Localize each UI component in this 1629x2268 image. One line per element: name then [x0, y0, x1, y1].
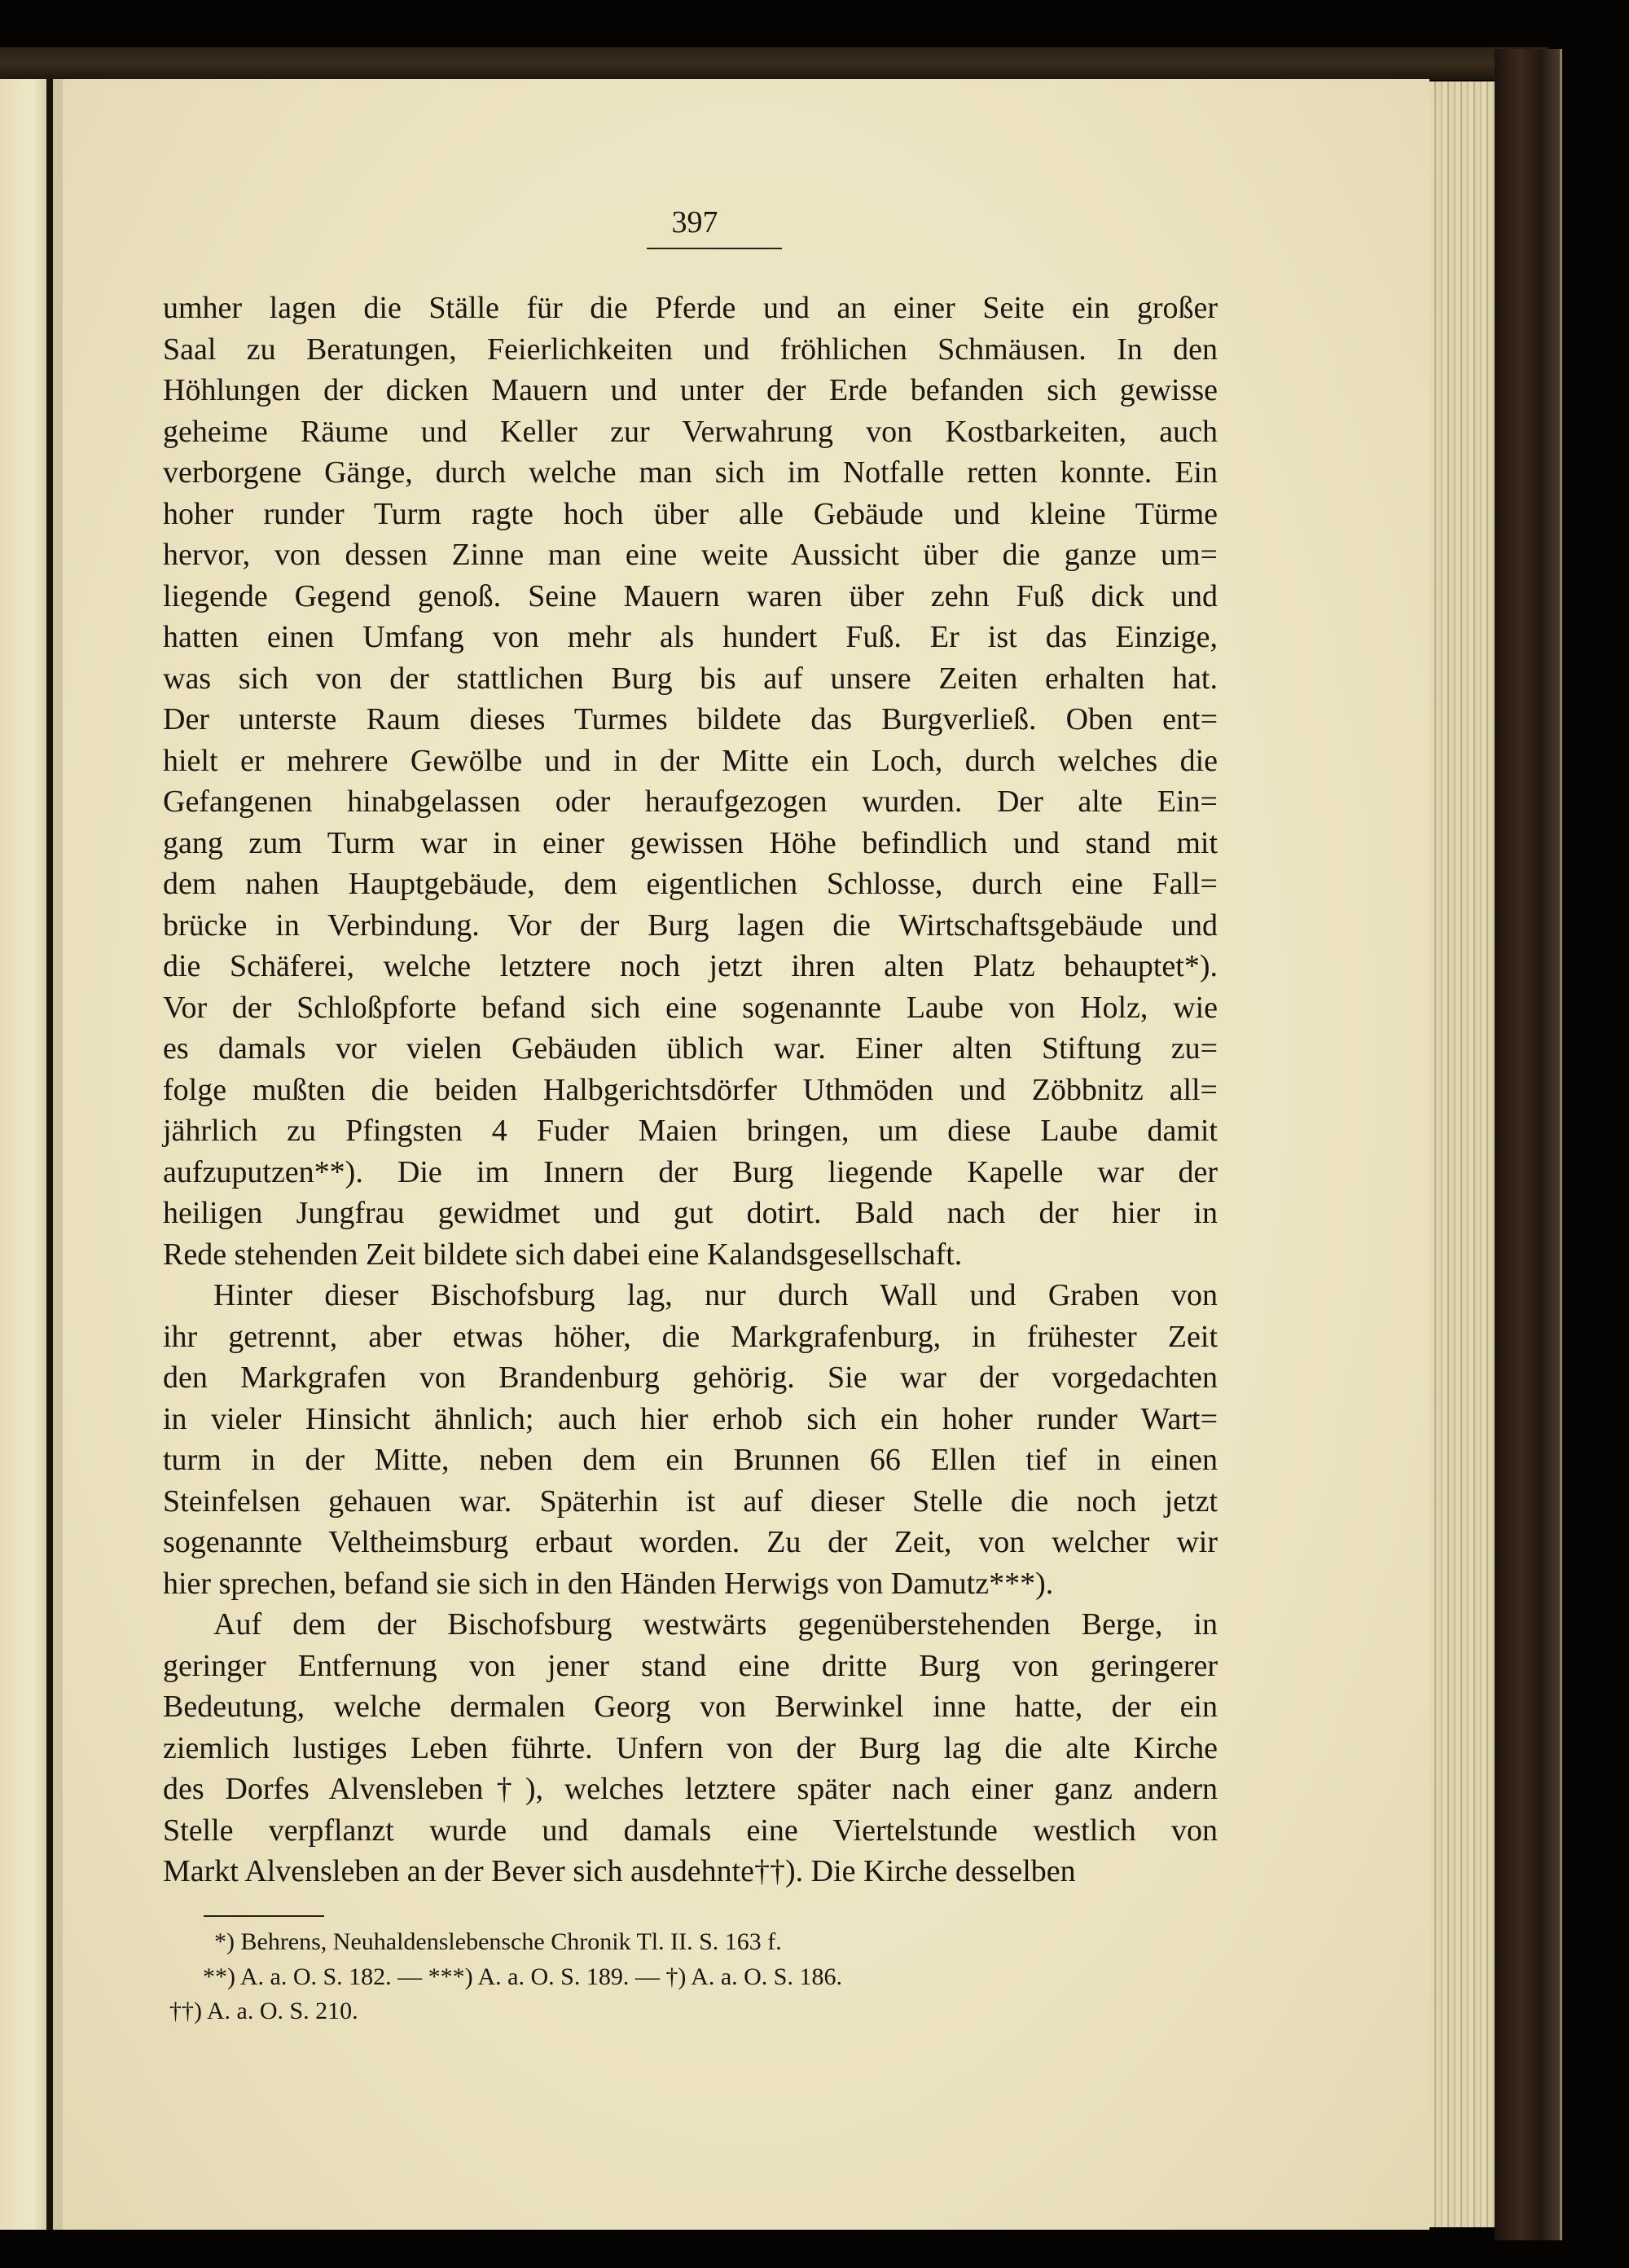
text-line: es damals vor vielen Gebäuden üblich war. Einer alten Stiftung zu= — [163, 1031, 1218, 1066]
text-line: Rede stehenden Zeit bildete sich dabei eine Kalandsgesellschaft. — [163, 1237, 963, 1272]
text-line: verborgene Gänge, durch welche man sich im Notfalle retten konnte. Ein — [163, 455, 1218, 490]
text-line: Markt Alvensleben an der Bever sich ausdehnte††). Die Kirche desselben — [163, 1854, 1076, 1888]
text-line: Gefangenen hinabgelassen oder heraufgezogen wurden. Der alte Ein= — [163, 785, 1218, 819]
text-line: hier sprechen, befand sie sich in den Händen Herwigs von Damutz***). — [163, 1566, 1054, 1601]
text-line: Vor der Schloßpforte befand sich eine sogenannte Laube von Holz, wie — [163, 990, 1218, 1025]
text-line: folge mußten die beiden Halbgerichtsdörfer Uthmöden und Zöbbnitz all= — [163, 1072, 1218, 1107]
text-line: jährlich zu Pfingsten 4 Fuder Maien bringen, um diese Laube damit — [163, 1114, 1218, 1148]
text-line: geheime Räume und Keller zur Verwahrung von Kostbarkeiten, auch — [163, 414, 1218, 449]
gutter — [53, 79, 63, 2230]
text-line: geringer Entfernung von jener stand eine dritte Burg von geringerer — [163, 1648, 1218, 1683]
body-text — [163, 288, 1218, 1892]
book-cover-top-edge — [0, 47, 1548, 80]
text-line: liegende Gegend genoß. Seine Mauern waren über zehn Fuß dick und — [163, 578, 1218, 613]
footnote: ††) A. a. O. S. 210. — [169, 1998, 358, 2024]
text-line: brücke in Verbindung. Vor der Burg lagen die Wirtschaftsgebäude und — [163, 908, 1218, 943]
text-line: sogenannte Veltheimsburg erbaut worden. Zu der Zeit, von welcher wir — [163, 1525, 1218, 1559]
text-line: aufzuputzen**). Die im Innern der Burg liegende Kapelle war der — [163, 1154, 1218, 1189]
text-line: gang zum Turm war in einer gewissen Höhe befindlich und stand mit — [163, 825, 1218, 860]
gutter-shadow — [46, 79, 53, 2230]
text-line: ziemlich lustiges Leben führte. Unfern von der Burg lag die alte Kirche — [163, 1730, 1218, 1765]
page-number: 397 — [671, 205, 718, 240]
text-line: hatten einen Umfang von mehr als hundert Fuß. Er ist das Einzige, — [163, 620, 1218, 654]
text-line: Hinter dieser Bischofsburg lag, nur durch Wall und Graben von — [213, 1278, 1218, 1312]
footnotes — [163, 1925, 1222, 2029]
text-line: was sich von der stattlichen Burg bis auf unsere Zeiten erhalten hat. — [163, 661, 1218, 696]
text-line: dem nahen Hauptgebäude, dem eigentlichen Schlosse, durch eine Fall= — [163, 867, 1218, 901]
text-line: turm in der Mitte, neben dem ein Brunnen 66 Ellen tief in einen — [163, 1443, 1218, 1477]
book-cover-right-edge — [1495, 49, 1562, 2240]
text-line: Saal zu Beratungen, Feierlichkeiten und fröhlichen Schmäusen. In den — [163, 332, 1218, 367]
text-line: Steinfelsen gehauen war. Späterhin ist auf dieser Stelle die noch jetzt — [163, 1483, 1218, 1519]
text-line: den Markgrafen von Brandenburg gehörig. Sie war der vorgedachten — [163, 1360, 1218, 1395]
footnote: **) A. a. O. S. 182. — ***) A. a. O. S. 189. — †) A. a. O. S. 186. — [203, 1963, 842, 1990]
footnote-rule — [204, 1915, 324, 1917]
text-line: umher lagen die Ställe für die Pferde und an einer Seite ein großer — [163, 291, 1218, 325]
footnote: *) Behrens, Neuhaldenslebensche Chronik Tl. II. S. 163 f. — [214, 1928, 782, 1955]
text-line: des Dorfes Alvensleben†), welches letztere später nach einer ganz andern — [163, 1772, 1218, 1806]
text-line: Stelle verpflanzt wurde und damals eine Viertelstunde westlich von — [163, 1813, 1218, 1848]
page-fore-edge — [1429, 81, 1495, 2227]
text-line: hielt er mehrere Gewölbe und in der Mitte ein Loch, durch welches die — [163, 743, 1218, 778]
text-line: Höhlungen der dicken Mauern und unter der Erde befanden sich gewisse — [163, 373, 1218, 407]
text-line: in vieler Hinsicht ähnlich; auch hier erhob sich ein hoher runder Wart= — [163, 1401, 1218, 1436]
left-page-edge — [0, 79, 46, 2230]
text-line: hervor, von dessen Zinne man eine weite Aussicht über die ganze um= — [163, 538, 1218, 572]
text-line: Der unterste Raum dieses Turmes bildete das Burgverließ. Oben ent= — [163, 702, 1218, 736]
header-rule — [647, 248, 782, 249]
text-line: Auf dem der Bischofsburg westwärts gegenüberstehenden Berge, in — [213, 1607, 1218, 1642]
text-line: Bedeutung, welche dermalen Georg von Berwinkel inne hatte, der ein — [163, 1690, 1218, 1724]
text-line: heiligen Jungfrau gewidmet und gut dotirt. Bald nach der hier in — [163, 1196, 1218, 1230]
text-line: die Schäferei, welche letztere noch jetzt ihren alten Platz behauptet*). — [163, 949, 1218, 983]
text-line: ihr getrennt, aber etwas höher, die Markgrafenburg, in frühester Zeit — [163, 1319, 1218, 1354]
text-line: hoher runder Turm ragte hoch über alle Gebäude und kleine Türme — [163, 496, 1218, 531]
